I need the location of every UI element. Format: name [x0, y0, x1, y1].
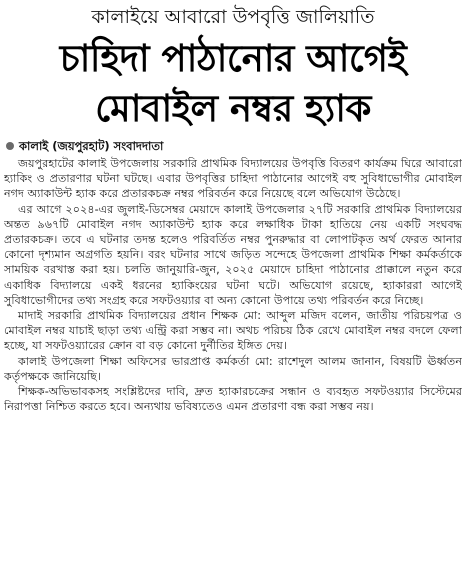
paragraph: কালাই উপজেলা শিক্ষা অফিসের ভারপ্রাপ্ত কর্মকর্তা মো: রাশেদুল আলম জানান, বিষয়টি ঊর্ধ্বতন কর্তৃপক্ষকে জানিয়েছি। [4, 354, 462, 383]
headline-line-1: চাহিদা পাঠানোর আগেই [59, 37, 407, 80]
dateline-text: কালাই (জয়পুরহাট) সংবাদদাতা [19, 139, 164, 153]
paragraph: মাদাই সরকারি প্রাথমিক বিদ্যালয়ের প্রধান শিক্ষক মো: আব্দুল মজিদ বলেন, জাতীয় পরিচয়পত্র ও মোবাইল নম্বর যাচাই ছাড়া তথ্য এন্ট্রি করা সম্ভব না। অথচ পরিচয় ঠিক রেখে মোবাইল নম্বর বদলে ফেলা হচ্ছে, যা সফটওয়্যারের ক্রোন বা বড় কোনো দুর্নীতির ইঙ্গিত দেয়। [4, 309, 462, 353]
paragraph: জয়পুরহাটের কালাই উপজেলায় সরকারি প্রাথমিক বিদ্যালয়ের উপবৃত্তি বিতরণ কার্যক্রম ঘিরে আবারো হ্যাকিং ও প্রতারণার ঘটনা ঘটছে। এবার উপবৃত্তির চাহিদা পাঠানোর আগেই বহু সুবিধাভোগীর মোবাইল নগদ অ্যাকাউন্ট হ্যাক করে প্রতারকচক্র নম্বর পরিবর্তন করে নিয়েছে বলে অভিযোগ উঠেছে। [4, 157, 462, 201]
article-body [4, 156, 462, 562]
dateline [6, 137, 163, 155]
kicker-headline: কালাইয়ে আবারো উপবৃত্তি জালিয়াতি [91, 6, 375, 28]
headline-line-2: মোবাইল নম্বর হ্যাক [95, 87, 371, 130]
bullet-icon [6, 142, 14, 150]
paragraph: এর আগে ২০২৪-এর জুলাই-ডিসেম্বর মেয়াদে কালাই উপজেলার ২৭টি সরকারি প্রাথমিক বিদ্যালয়ের অন্তত ৯৬৭টি মোবাইল নগদ অ্যাকাউন্ট হ্যাক করে লক্ষাধিক টাকা হাতিয়ে নেয় একটি সংঘবদ্ধ প্রতারকচক্র। তবে এ ঘটনার তদন্ত হলেও পরিবর্তিত নম্বর পুনরুদ্ধার বা লোপাটকৃত অর্থ ফেরত আনার কোনো দৃশ্যমান অগ্রগতি হয়নি। বরং ঘটনার সাথে জড়িত সন্দেহে উপজেলা প্রাথমিক শিক্ষা কর্মকর্তাকে সাময়িক বরখাস্ত করা হয়। চলতি জানুয়ারি-জুন, ২০২৫ মেয়াদে চাহিদা পাঠানোর প্রাক্কালে নতুন করে একাধিক বিদ্যালয়ে একই ধরনের হ্যাকিংয়ের ঘটনা ঘটে। অভিযোগ রয়েছে, হ্যাকাররা আগেই সুবিধাভোগীদের তথ্য সংগ্রহ করে সফটওয়্যার বা অন্য কোনো উপায়ে তথ্য পরিবর্তন করে নিচ্ছে। [4, 202, 462, 307]
paragraph: শিক্ষক-অভিভাবকসহ সংশ্লিষ্টদের দাবি, দ্রুত হ্যাকারচক্রের সন্ধান ও ব্যবহৃত সফটওয়্যার সিস্টেমের নিরাপত্তা নিশ্চিত করতে হবে। অন্যথায় ভবিষ্যতেও এমন প্রতারণা বন্ধ করা সম্ভব নয়। [4, 385, 462, 414]
